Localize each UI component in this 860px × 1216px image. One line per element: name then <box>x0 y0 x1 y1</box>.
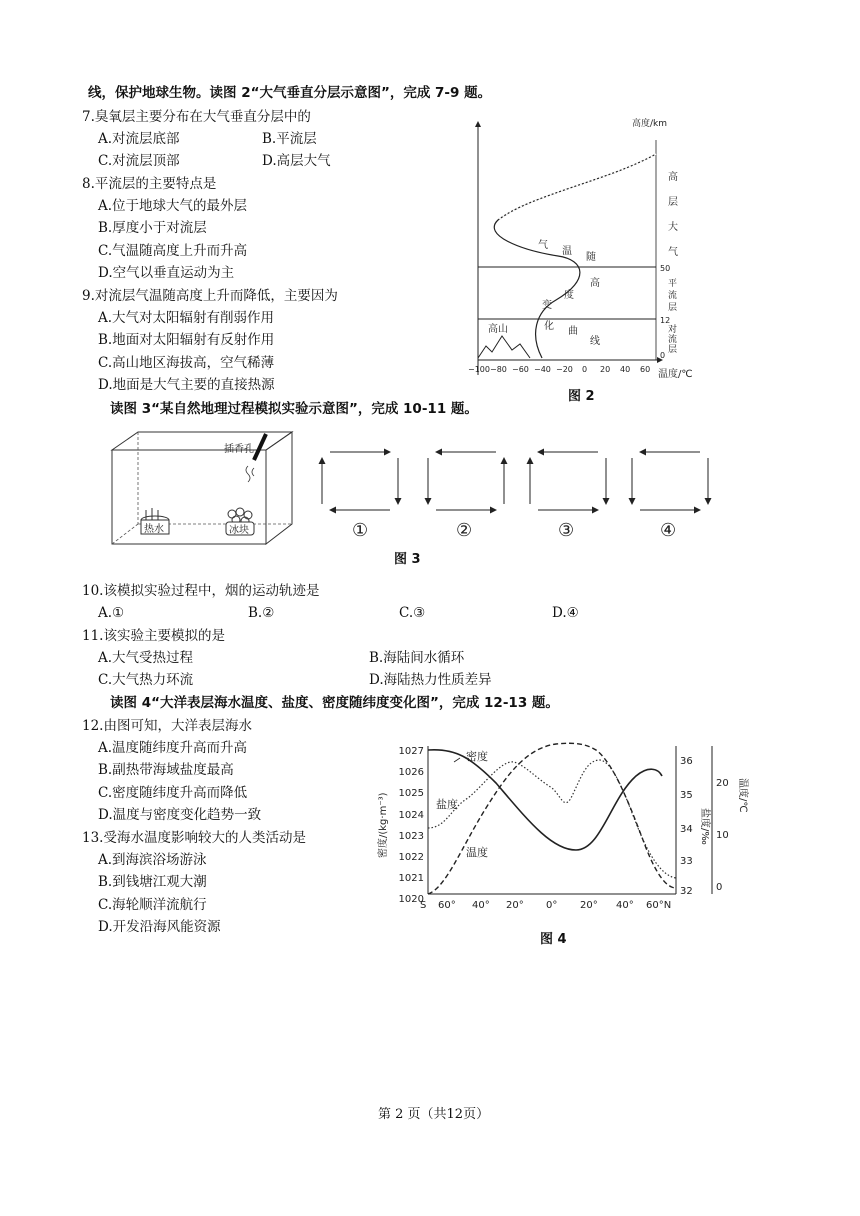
q13-option-c[interactable]: C.海轮顺洋流航行 <box>98 897 207 913</box>
fig4-temperature-label: 温度 <box>466 846 488 859</box>
svg-text:60°N: 60°N <box>646 900 672 911</box>
svg-text:温: 温 <box>562 246 572 257</box>
fig4-lat-ticks <box>420 900 671 911</box>
q11-option-a[interactable]: A.大气受热过程 <box>98 650 194 666</box>
svg-text:线: 线 <box>590 336 600 347</box>
figure-4-ocean-chart <box>376 738 756 911</box>
svg-text:32: 32 <box>680 886 693 897</box>
q12-option-a[interactable]: A.温度随纬度升高而升高 <box>98 740 248 756</box>
svg-text:流: 流 <box>668 335 678 345</box>
q8-option-c[interactable]: C.气温随高度上升而升高 <box>98 243 248 259</box>
svg-text:气: 气 <box>538 240 548 251</box>
svg-text:34: 34 <box>680 824 693 835</box>
fig2-xtick: −40 <box>534 365 551 374</box>
q8-option-b[interactable]: B.厚度小于对流层 <box>98 220 207 236</box>
q13-option-b[interactable]: B.到钱塘江观大潮 <box>98 874 207 890</box>
option-1-circulation <box>322 452 398 510</box>
fig4-density-ticks <box>399 746 424 905</box>
q13-option-a[interactable]: A.到海滨浴场游泳 <box>98 852 207 868</box>
fig2-curve-label <box>538 239 600 347</box>
fig2-xtick: −100 <box>468 365 490 374</box>
fig4-density-axis-label: 密度/(kg·m⁻³) <box>378 792 389 858</box>
intro-10-11: 读图 3“某自然地理过程模拟实验示意图”，完成 10-11 题。 <box>110 401 478 417</box>
q7-option-a[interactable]: A.对流层底部 <box>98 131 180 147</box>
svg-text:1024: 1024 <box>398 810 424 821</box>
fig4-salinity-axis-label: 盐度/‰ <box>699 808 710 845</box>
fig4-salinity-curve <box>428 760 676 878</box>
svg-text:40°: 40° <box>472 900 490 911</box>
q7-option-b[interactable]: B.平流层 <box>262 131 317 147</box>
option-2-label: ② <box>456 520 473 541</box>
q9-stem: 9.对流层气温随高度上升而降低，主要因为 <box>82 288 338 304</box>
svg-text:流: 流 <box>668 291 678 301</box>
figure-2-atmosphere <box>460 110 700 390</box>
fig2-mountain <box>478 336 530 358</box>
fig2-xtick: −60 <box>512 365 529 374</box>
q12-stem: 12.由图可知，大洋表层海水 <box>82 718 252 734</box>
option-2-circulation <box>428 452 504 510</box>
svg-text:大: 大 <box>668 222 678 233</box>
svg-text:1022: 1022 <box>398 852 424 863</box>
figure-3-caption: 图 3 <box>394 552 421 567</box>
q10-option-b[interactable]: B.② <box>248 605 275 621</box>
fig4-density-label: 密度 <box>466 750 488 763</box>
fig2-xtick: −80 <box>490 365 507 374</box>
svg-text:高: 高 <box>668 172 678 183</box>
fig2-xtick: 40 <box>620 365 631 374</box>
svg-text:变: 变 <box>542 300 552 311</box>
svg-text:1021: 1021 <box>398 873 424 884</box>
q7-option-d[interactable]: D.高层大气 <box>262 153 331 169</box>
fig2-xtick: 20 <box>600 365 611 374</box>
svg-text:1023: 1023 <box>398 831 424 842</box>
q7-stem: 7.臭氧层主要分布在大气垂直分层中的 <box>82 109 311 125</box>
q8-option-d[interactable]: D.空气以垂直运动为主 <box>98 265 235 281</box>
q12-option-d[interactable]: D.温度与密度变化趋势一致 <box>98 807 262 823</box>
q11-option-d[interactable]: D.海陆热力性质差异 <box>369 672 492 688</box>
q12-option-b[interactable]: B.副热带海域盐度最高 <box>98 762 234 778</box>
smoke-swirl <box>246 466 254 482</box>
q10-option-a[interactable]: A.① <box>98 605 125 621</box>
option-4-circulation <box>632 452 708 510</box>
svg-text:20°: 20° <box>506 900 524 911</box>
q9-option-d[interactable]: D.地面是大气主要的直接热源 <box>98 377 275 393</box>
q11-option-b[interactable]: B.海陆间水循环 <box>369 650 465 666</box>
intro-12-13: 读图 4“大洋表层海水温度、盐度、密度随纬度变化图”，完成 12-13 题。 <box>110 695 559 711</box>
svg-text:1020: 1020 <box>398 894 424 905</box>
fig4-temp-ticks <box>716 778 729 893</box>
fig2-x-axis-label: 温度/℃ <box>658 369 693 380</box>
svg-text:35: 35 <box>680 790 693 801</box>
svg-text:层: 层 <box>668 345 678 355</box>
svg-text:20°: 20° <box>580 900 598 911</box>
fig4-salinity-ticks <box>680 756 693 897</box>
q11-option-c[interactable]: C.大气热力环流 <box>98 672 194 688</box>
q10-stem: 10.该模拟实验过程中，烟的运动轨迹是 <box>82 583 320 599</box>
fig2-tick-12: 12 <box>660 316 671 325</box>
fig2-layer-high-label <box>668 170 678 258</box>
fig3-hot-water-label: 热水 <box>144 524 164 535</box>
q11-stem: 11.该实验主要模拟的是 <box>82 628 225 644</box>
svg-text:层: 层 <box>668 303 678 313</box>
figure-3-box <box>108 428 298 548</box>
q12-option-c[interactable]: C.密度随纬度升高而降低 <box>98 785 248 801</box>
svg-text:0: 0 <box>716 882 723 893</box>
fig2-xtick: 60 <box>640 365 651 374</box>
q10-option-d[interactable]: D.④ <box>552 605 579 621</box>
q9-option-c[interactable]: C.高山地区海拔高，空气稀薄 <box>98 355 275 371</box>
svg-text:1025: 1025 <box>398 788 424 799</box>
svg-text:随: 随 <box>586 252 596 263</box>
fig4-salinity-label: 盐度 <box>436 798 458 811</box>
q9-option-a[interactable]: A.大气对太阳辐射有削弱作用 <box>98 310 275 326</box>
svg-text:对: 对 <box>668 325 678 335</box>
svg-text:度: 度 <box>564 290 574 301</box>
q9-option-b[interactable]: B.地面对太阳辐射有反射作用 <box>98 332 275 348</box>
q13-stem: 13.受海水温度影响较大的人类活动是 <box>82 830 306 846</box>
fig2-layer-trop-label <box>668 323 677 355</box>
fig2-xtick: 0 <box>582 365 588 374</box>
svg-text:10: 10 <box>716 830 729 841</box>
page-footer: 第 2 页（共12页） <box>378 1107 490 1122</box>
intro-7-9: 线，保护地球生物。读图 2“大气垂直分层示意图”，完成 7-9 题。 <box>88 85 492 101</box>
option-3-label: ③ <box>558 520 575 541</box>
fig2-tick-50: 50 <box>660 264 671 273</box>
svg-text:40°: 40° <box>616 900 634 911</box>
svg-text:60°: 60° <box>438 900 456 911</box>
q10-option-c[interactable]: C.③ <box>399 605 426 621</box>
fig2-layer-strat-label <box>668 278 677 313</box>
fig2-x-ticks <box>468 365 650 374</box>
fig4-temp-axis-label: 温度/℃ <box>737 778 748 813</box>
fig2-xtick: −20 <box>556 365 573 374</box>
svg-text:平: 平 <box>668 279 678 289</box>
fig2-y-axis-label: 高度/km <box>632 119 668 129</box>
q8-stem: 8.平流层的主要特点是 <box>82 176 217 192</box>
figure-2-caption: 图 2 <box>568 389 595 404</box>
fig3-incense-label: 插香孔 <box>224 444 254 455</box>
fig2-mountain-label: 高山 <box>488 324 508 335</box>
q7-option-c[interactable]: C.对流层顶部 <box>98 153 180 169</box>
svg-text:层: 层 <box>668 197 678 208</box>
svg-text:1027: 1027 <box>398 746 424 757</box>
option-4-label: ④ <box>660 520 677 541</box>
fig2-tick-0: 0 <box>660 351 666 360</box>
svg-text:0°: 0° <box>546 900 558 911</box>
option-1-label: ① <box>352 520 369 541</box>
svg-text:S: S <box>420 900 427 911</box>
svg-text:曲: 曲 <box>568 326 578 337</box>
figure-3-options <box>316 444 716 544</box>
q13-option-d[interactable]: D.开发沿海风能资源 <box>98 919 221 935</box>
svg-text:高: 高 <box>590 278 600 289</box>
svg-text:1026: 1026 <box>398 767 424 778</box>
incense-stick <box>254 434 266 460</box>
fig4-temperature-curve <box>428 743 676 894</box>
svg-text:20: 20 <box>716 778 729 789</box>
option-3-circulation <box>530 452 606 510</box>
svg-text:化: 化 <box>544 321 554 332</box>
q8-option-a[interactable]: A.位于地球大气的最外层 <box>98 198 248 214</box>
svg-text:气: 气 <box>668 247 678 258</box>
fig3-ice-label: 冰块 <box>229 525 249 536</box>
svg-text:33: 33 <box>680 856 693 867</box>
figure-4-caption: 图 4 <box>540 932 567 947</box>
svg-text:36: 36 <box>680 756 693 767</box>
